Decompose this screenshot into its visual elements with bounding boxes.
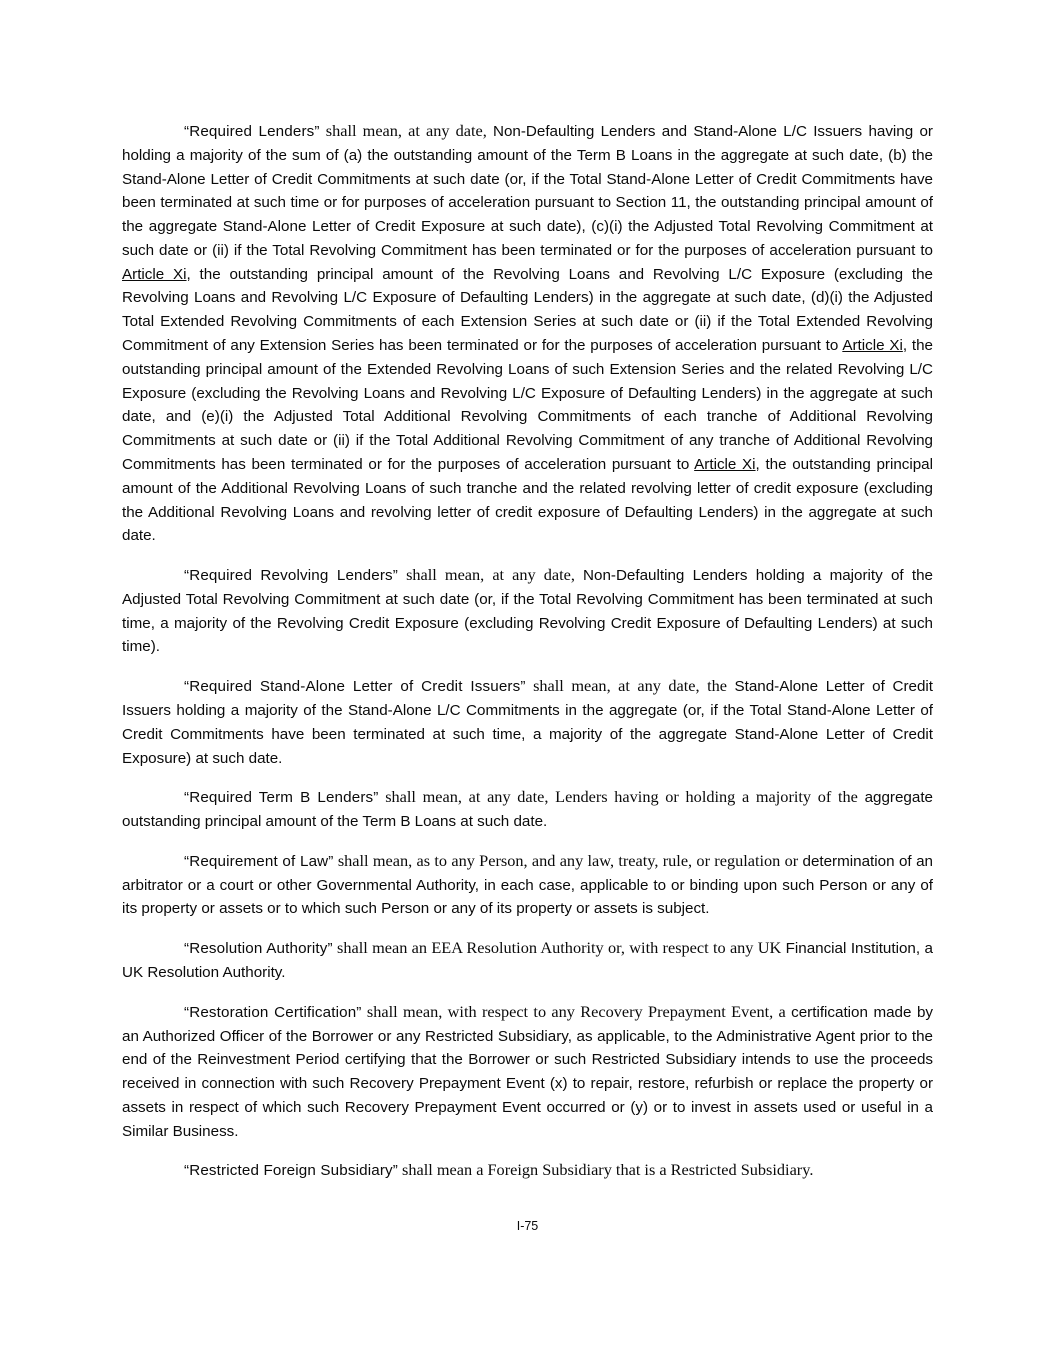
definition-body: Stand-Alone Letter of Credit Issuers holding a majority of the Stand-Alone L/C Commitments in the aggregate (or, if the Total Stand-Alone Letter of Credit Commitments have been terminated at such time, a majority of the aggregate Stand-Alone Letter of Credit Exposure) at such date. [122,678,934,767]
definition-resolution-authority [122,935,933,985]
definition-restricted-foreign-subsidiary [122,1157,933,1183]
definition-lead: shall mean, at any date, Lenders having or holding a majority of the [378,787,865,807]
defined-term: “Required Revolving Lenders” [184,567,398,585]
cross-reference-link[interactable]: Article Xi [694,455,756,473]
definition-lead: shall mean, at any date, [398,565,584,585]
definition-lead: shall mean, with respect to any Recovery Prepayment Event, a [361,1001,792,1021]
definition-restoration-certification [122,999,933,1144]
definition-body: determination of an arbitrator or a court or other Governmental Authority, in each case, applicable to or binding upon such Person or any of its property or assets or to which such Person or any of its property or assets is subject. [122,852,933,918]
definition-body: Non-Defaulting Lenders and Stand-Alone L/C Issuers having or holding a majority of the sum of (a) the outstanding amount of the Term B Loans in the aggregate at such date, (b) the Stand-Alone Letter of Credit Commitments at such date (or, if the Total Stand-Alone Letter of Credit Commitments have been terminated at such time or for purposes of acceleration pursuant to Section 11, the outstanding principal amount of the aggregate Stand-Alone Letter of Credit Exposure at such date), (c)(i) the Adjusted Total Revolving Commitment at such date or (ii) if the Total Revolving Commitment has been terminated or for the purposes of acceleration pursuant to [122,123,933,259]
definition-body-2: , the outstanding principal amount of the Revolving Loans and Revolving L/C Exposure (excluding the Revolving Loans and Revolving L/C Exposure of Defaulting Lenders) in the aggregate at such date, (d)(i) the Adjusted Total Extended Revolving Commitments of each Extension Series at such date or (ii) if the Total Extended Revolving Commitment of any Extension Series has been terminated or for the purposes of acceleration pursuant to [122,265,933,355]
definition-body: certification made by an Authorized Officer of the Borrower or any Restricted Subsidiary, as applicable, to the Administrative Agent prior to the end of the Reinvestment Period certifying that the Borrower or such Restricted Subsidiary intends to use the proceeds received in connection with such Recovery Prepayment Event (x) to repair, restore, refurbish or replace the property or assets in respect of which such Recovery Prepayment Event occurred or (y) or to invest in assets used or useful in a Similar Business. [122,1003,933,1140]
definition-required-term-b-lenders [122,784,933,834]
definition-body: aggregate outstanding principal amount of the Term B Loans at such date. [122,789,933,831]
defined-term: “Required Stand-Alone Letter of Credit Issuers” [184,678,526,696]
defined-term: “Requirement of Law” [184,852,334,870]
defined-term: “Restoration Certification” [184,1003,362,1021]
definition-body-3: , the outstanding principal amount of the Extended Revolving Loans of such Extension Series and the related Revolving L/C Exposure (excluding the Revolving Loans and Revolving L/C Exposure of Defaulting Lenders) in the aggregate at such date, and (e)(i) the Adjusted Total Additional Revolving Commitments of each tranche of Additional Revolving Commitments at such date or (ii) if the Total Additional Revolving Commitment of any tranche of Additional Revolving Commitments has been terminated or for the purposes of acceleration pursuant to [122,337,933,473]
definition-body: Non-Defaulting Lenders holding a majority of the Adjusted Total Revolving Commitment at such date (or, if the Total Revolving Commitment has been terminated at such time, a majority of the Revolving Credit Exposure (excluding Revolving Credit Exposure of Defaulting Lenders) at such time). [122,567,933,656]
definition-required-stand-alone-letter-of-credit-issuers [122,673,933,770]
definition-requirement-of-law [122,848,933,921]
definition-lead: shall mean, at any date, [319,121,493,140]
definition-required-lenders [122,118,933,548]
defined-term: “Required Term B Lenders” [184,789,379,807]
document-body [122,118,933,1183]
definition-body: Financial Institution, a UK Resolution Authority. [122,940,933,981]
definition-lead: shall mean, at any date, the [525,676,735,696]
defined-term: “Required Lenders” [184,123,320,140]
defined-term: “Resolution Authority” [184,940,333,958]
defined-term: “Restricted Foreign Subsidiary” [184,1162,398,1180]
cross-reference-link[interactable]: Article Xi [122,265,187,283]
page-number: I-75 [516,1219,539,1233]
definition-required-revolving-lenders [122,562,933,659]
definition-lead: shall mean an EEA Resolution Authority or, with respect to any UK [332,938,786,958]
cross-reference-link[interactable]: Article Xi [842,337,903,355]
definition-lead: shall mean a Foreign Subsidiary that is a Restricted Subsidiary. [397,1160,814,1180]
definition-body-4: , the outstanding principal amount of the Additional Revolving Loans of such tranche and the related revolving letter of credit exposure (excluding the Additional Revolving Loans and revolving letter of credit exposure of Defaulting Lenders) in the aggregate at such date. [122,455,934,545]
definition-lead: shall mean, as to any Person, and any law, treaty, rule, or regulation or [333,850,803,870]
